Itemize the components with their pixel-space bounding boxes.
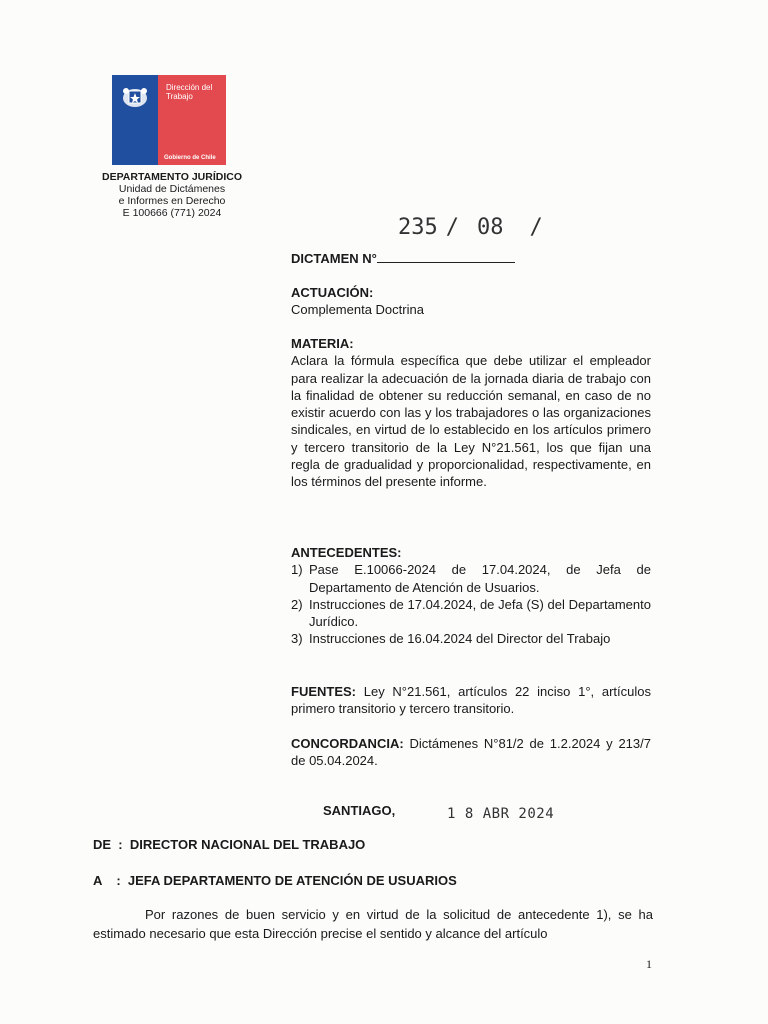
- coat-of-arms-icon: [118, 81, 152, 111]
- logo-government-text: Gobierno de Chile: [164, 155, 216, 161]
- antecedente-number: 1): [291, 562, 303, 578]
- antecedente-item: [291, 630, 651, 647]
- department-block: [92, 171, 252, 219]
- department-name: DEPARTAMENTO JURÍDICO: [101, 171, 242, 183]
- handwritten-number-part: 235: [398, 215, 438, 240]
- body-text: Por razones de buen servicio y en virtud de la solicitud de antecedente 1), se ha estimado necesario que esta Dirección precise el sentido y alcance del artículo: [93, 907, 653, 941]
- place-label: SANTIAGO,: [323, 803, 396, 818]
- actuacion-text: Complementa Doctrina: [291, 302, 424, 318]
- concordancia-section: [291, 735, 651, 770]
- antecedente-item: [291, 596, 651, 631]
- logo-brand-line2: Trabajo: [166, 92, 193, 101]
- antecedentes-section: [291, 544, 651, 648]
- sender-line: DE : DIRECTOR NACIONAL DEL TRABAJO: [93, 837, 366, 852]
- fuentes-section: [291, 683, 651, 718]
- handwritten-slash: /: [445, 215, 459, 240]
- antecedente-text: Instrucciones de 16.04.2024 del Director del Trabajo: [309, 631, 611, 647]
- antecedente-item: [291, 561, 651, 596]
- antecedentes-list: [291, 561, 651, 647]
- antecedente-text: Pase E.10066-2024 de 17.04.2024, de Jefa de Departamento de Atención de Usuarios.: [309, 562, 651, 595]
- handwritten-dictamen-number: [398, 215, 551, 240]
- antecedente-number: 2): [291, 596, 303, 612]
- antecedente-number: 3): [291, 631, 303, 647]
- dictamen-underline: [377, 250, 515, 263]
- date-stamp: 1 8 ABR 2024: [447, 806, 555, 822]
- antecedente-text: Instrucciones de 17.04.2024, de Jefa (S) del Departamento Jurídico.: [309, 596, 651, 630]
- actuacion-heading: ACTUACIÓN:: [291, 285, 374, 300]
- logo-brand-line1: Dirección del: [166, 83, 213, 92]
- materia-section: [291, 335, 651, 491]
- concordancia-text: Dictámenes N°81/2 de 1.2.2024 y 213/7 de 05.04.2024.: [291, 736, 651, 769]
- logo-red-panel: [158, 75, 226, 165]
- body-paragraph: [93, 906, 653, 943]
- page-number: 1: [646, 957, 652, 971]
- fuentes-text: Ley N°21.561, artículos 22 inciso 1°, artículos primero transitorio y tercero transitorio.: [291, 684, 651, 717]
- dictamen-line: [291, 250, 515, 266]
- direccion-del-trabajo-logo: [112, 75, 226, 165]
- materia-heading: MATERIA:: [291, 336, 354, 351]
- recipient-line: A : JEFA DEPARTAMENTO DE ATENCIÓN DE USUARIOS: [93, 873, 457, 888]
- handwritten-slash: /: [529, 215, 543, 240]
- logo-blue-panel: [112, 75, 158, 165]
- logo-brand-text: [166, 83, 212, 101]
- concordancia-heading: CONCORDANCIA:: [291, 736, 404, 751]
- department-unit-line2: e Informes en Derecho: [118, 195, 226, 207]
- department-unit-line1: Unidad de Dictámenes: [118, 183, 226, 195]
- actuacion-section: [291, 284, 651, 319]
- handwritten-number-part: 08: [477, 215, 504, 240]
- dictamen-label: DICTAMEN N°: [291, 251, 377, 266]
- department-reference: E 100666 (771) 2024: [122, 207, 222, 219]
- antecedentes-heading: ANTECEDENTES:: [291, 545, 402, 560]
- fuentes-heading: FUENTES:: [291, 684, 356, 699]
- materia-text: Aclara la fórmula específica que debe utilizar el empleador para realizar la adecuación de la jornada diaria de trabajo con la finalidad de obtener su reducción semanal, en caso de no existir acuerdo con las y los trabajadores o las organizaciones sindicales, en virtud de lo establecido en los artículos primero y tercero transitorio de la Ley N°21.561, los que fijan una regla de gradualidad y proporcionalidad, respectivamente, en los términos del presente informe.: [291, 353, 651, 490]
